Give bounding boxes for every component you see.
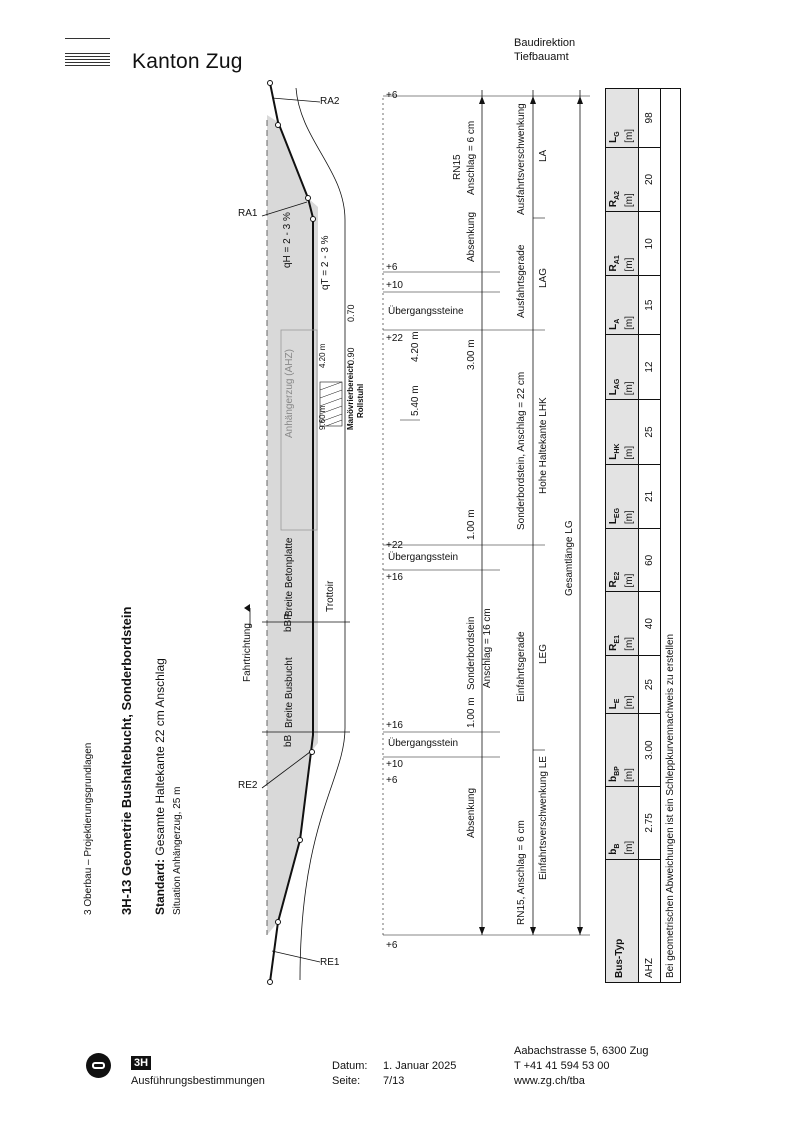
chapter-badge: 3H [131,1056,151,1070]
header-unit: [m] [624,381,635,396]
table-header-cell [606,592,639,655]
table-cell: 40 [639,592,661,655]
footer-datum-value: 1. Januar 2025 [383,1060,457,1072]
label-dim-540: 5.40 m [410,385,421,416]
label-sonderbordstein: Sonderbordstein [466,616,477,690]
standard-text: Gesamte Haltekante 22 cm Anschlag [153,658,167,856]
label-dim-100a: 1.00 m [466,509,477,540]
header-symbol: L [608,323,619,330]
label-RA1: RA1 [238,208,258,219]
header-subscript: B [614,843,621,849]
standard-label: Standard: [153,858,167,915]
table-header-cell [606,212,639,276]
table-cell: 10 [639,212,661,276]
header-unit: [m] [624,636,635,651]
header-unit: [m] [624,193,635,208]
label-anschlag16: Anschlag = 16 cm [482,608,493,688]
table-cell: 3.00 [639,714,661,787]
table-cell: 21 [639,464,661,528]
header-symbol: b [608,848,619,855]
level-mark: +6 [386,775,398,786]
header-unit: [m] [624,573,635,588]
header-subscript: G [614,131,621,137]
curve-point [276,123,281,128]
label-LAG: LAG [538,267,549,288]
label-hohe-haltekante: Hohe Haltekante LHK [538,397,549,494]
table-header-cell [606,529,639,592]
footer-label: Ausführungsbestimmungen [131,1075,265,1087]
table-header-cell [606,276,639,334]
page-title: 3H-13 Geometrie Bushaltebucht, Sonderbordstein [119,606,134,915]
footer-datum-label: Datum: [332,1060,368,1072]
footer-web: www.zg.ch/tba [514,1075,585,1087]
label-dim-300: 3.00 m [466,339,477,370]
label-uebergangsstein-2: Übergangsstein [388,738,459,749]
table-cell: 98 [639,89,661,148]
header-symbol: R [608,264,619,272]
ra2-arrow [272,98,320,102]
level-mark: +6 [386,262,398,273]
curve-point [268,81,273,86]
label-qH: qH = 2 - 3 % [282,212,293,268]
header-symbol: L [608,453,619,460]
table-note-row [661,89,681,983]
curve-point [306,196,311,201]
label-anhaengerzug: Anhängerzug (AHZ) [284,349,295,438]
header-unit: [m] [624,445,635,460]
label-absenkung-bottom: Absenkung [466,787,477,838]
table-header-cell [606,400,639,464]
table-cell: 60 [639,529,661,592]
table-header-cell [606,334,639,399]
label-rn15-bottom: RN15, Anschlag = 6 cm [516,820,527,925]
label-dim-090: 0.90 [346,347,356,365]
label-dim-420: 4.20 m [410,331,421,362]
header-symbol: L [608,518,619,525]
label-RA2: RA2 [320,96,340,107]
table-row [639,89,661,983]
header-unit: [m] [624,510,635,525]
table-header-cell [606,859,639,982]
header-symbol: R [608,643,619,651]
label-dim-960: 9.60 m [318,405,327,430]
curve-point [276,920,281,925]
label-bB: bB [283,734,294,747]
header-symbol: R [608,199,619,208]
re1-arrow [272,951,320,962]
table-note: Bei geometrischen Abweichungen ist ein Schleppkurvennachweis zu erstellen [661,89,681,983]
department-line1: Baudirektion [514,37,576,49]
header-symbol: b [608,775,619,782]
header-subscript: E [614,698,621,704]
header-subscript: BP [614,766,621,776]
table-cell: 20 [639,147,661,211]
label-rollstuhl: Rollstuhl [356,383,365,418]
label-LA: LA [538,149,549,162]
label-einfahrtsgerade: Einfahrtsgerade [516,631,527,702]
table-header-row [606,89,639,983]
curve-point [310,750,315,755]
header-unit: [m] [624,768,635,782]
label-absenkung-top: Absenkung [466,211,477,262]
label-dim-420a: 4.20 m [318,343,327,368]
table-cell: 2.75 [639,787,661,860]
label-LEG: LEG [538,643,549,664]
curve-point [298,838,303,843]
header-subscript: E2 [614,571,621,581]
level-mark: +22 [386,333,403,344]
curve-point [311,217,316,222]
label-bBP: bBP [283,613,294,632]
level-mark: +10 [386,759,403,770]
table-cell: 12 [639,334,661,399]
header-unit: [m] [624,695,635,710]
footer-seite-value: 7/13 [383,1075,405,1087]
level-mark: +16 [386,572,403,583]
label-gesamtlaenge: Gesamtlänge LG [564,520,575,596]
bus-icon [86,1053,111,1078]
header-symbol: L [608,389,619,396]
label-RE2: RE2 [238,780,258,791]
table-cell: 25 [639,655,661,713]
table-cell: 25 [639,400,661,464]
label-sonderbordstein-22: Sonderbordstein, Anschlag = 22 cm [516,371,527,530]
situation-text: Situation Anhängerzug, 25 m [172,786,183,915]
label-dim-070: 0.70 [346,304,356,322]
label-dim-100b: 1.00 m [466,697,477,728]
footer-phone: T +41 41 594 53 00 [514,1060,610,1072]
header-unit: [m] [624,128,635,143]
header-symbol: L [608,703,619,710]
header-subscript: E1 [614,635,621,644]
header-symbol: R [608,580,619,588]
header-subscript: AG [614,378,621,390]
label-anschlag6-top: Anschlag = 6 cm [466,120,477,195]
header-subscript: EG [614,507,621,519]
header-unit: [m] [624,840,635,855]
label-rn15-top: RN15 [452,154,463,180]
label-trottoir: Trottoir [325,580,336,612]
parameter-table [605,88,681,983]
department-line2: Tiefbauamt [514,51,569,63]
header-subscript: A1 [614,255,621,265]
table-header-cell [606,714,639,787]
level-mark: +16 [386,720,403,731]
table-body [605,88,681,983]
label-ausfahrtsverschwenkung: Ausfahrtsverschwenkung [516,103,527,215]
label-RE1: RE1 [320,957,340,968]
header-unit: [m] [624,316,635,330]
label-manoevrier: Manövrierbereich [346,363,355,430]
label-breite-busbucht: Breite Busbucht [284,657,295,728]
level-mark: +22 [386,540,403,551]
section-heading: 3 Oberbau – Projektierungsgrundlagen [83,742,94,915]
table-header-cell [606,147,639,211]
header-subscript: A2 [614,190,621,200]
header-subscript: HK [614,443,621,454]
curve-point [268,980,273,985]
label-qT: qT = 2 - 3 % [320,235,331,290]
footer-seite-label: Seite: [332,1075,361,1087]
label-einfahrtsverschwenkung: Einfahrtsverschwenkung LE [538,756,549,880]
brand-name: Kanton Zug [132,50,243,73]
label-ausfahrtsgerade: Ausfahrtsgerade [516,244,527,318]
table-header-cell [606,464,639,528]
table-header-cell [606,655,639,713]
label-fahrtrichtung: Fahrtrichtung [242,623,253,682]
table-header-cell [606,787,639,860]
level-mark: +6 [386,940,398,951]
footer-address: Aabachstrasse 5, 6300 Zug [514,1045,649,1057]
table-cell: 15 [639,276,661,334]
level-mark: +6 [386,90,398,101]
header-subscript: A [614,318,621,324]
label-breite-betonplatte: Breite Betonplatte [284,537,295,617]
level-mark: +10 [386,280,403,291]
label-uebergangssteine: Übergangssteine [388,306,464,317]
table-header-cell [606,89,639,148]
table-cell: AHZ [639,859,661,982]
header-symbol: Bus-Typ [614,938,625,978]
parameter-grid [605,88,681,983]
label-uebergangsstein-1: Übergangsstein [388,552,459,563]
header-symbol: L [608,136,619,143]
header-unit: [m] [624,257,635,272]
